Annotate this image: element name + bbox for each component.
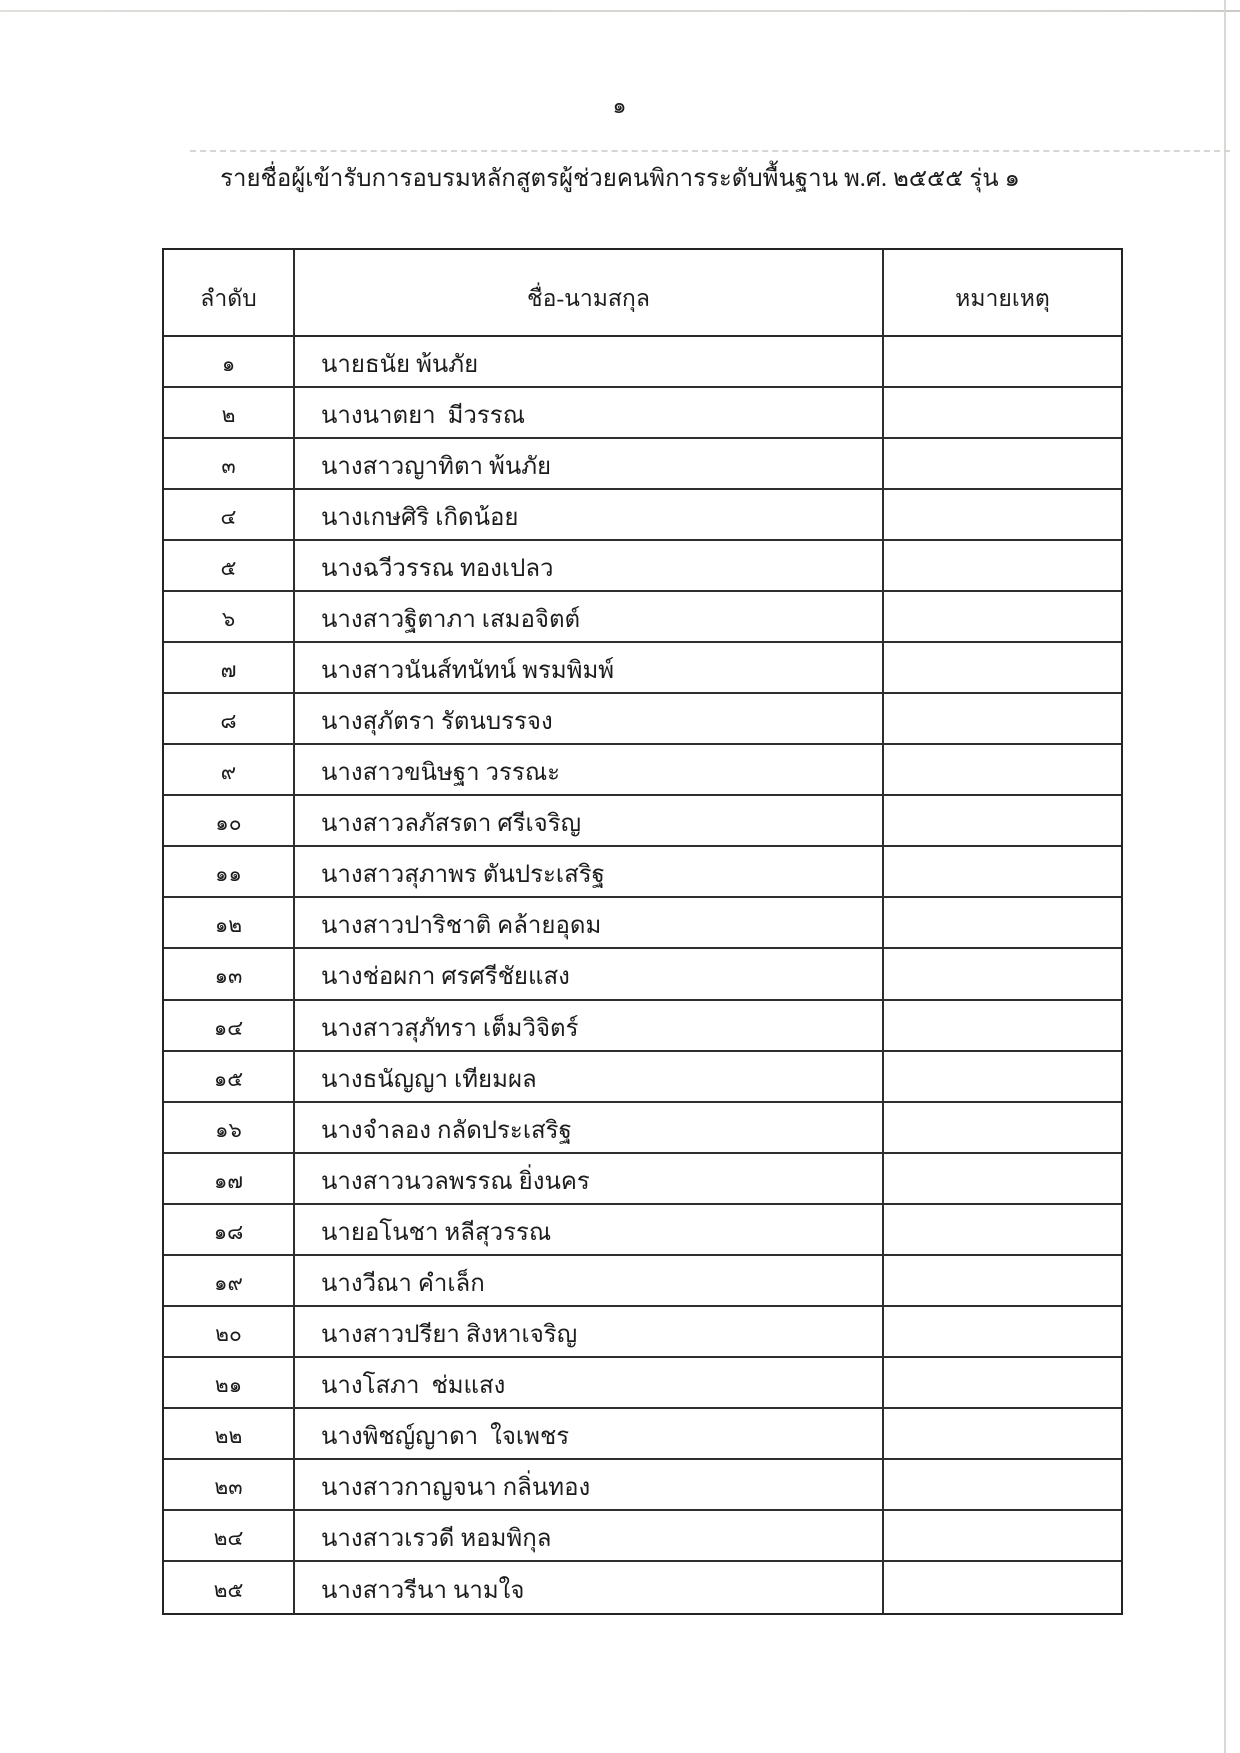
row-name: นางช่อผกา ศรศรีชัยแสง — [295, 949, 884, 998]
row-index: ๒ — [164, 388, 295, 437]
row-remark — [884, 949, 1121, 998]
row-index: ๒๓ — [164, 1460, 295, 1509]
row-remark — [884, 592, 1121, 641]
row-index: ๘ — [164, 694, 295, 743]
table-row — [164, 796, 1121, 847]
table-row — [164, 1103, 1121, 1154]
row-name: นางจำลอง กลัดประเสริฐ — [295, 1103, 884, 1152]
row-remark — [884, 1562, 1121, 1613]
row-index: ๑ — [164, 337, 295, 386]
table-row — [164, 847, 1121, 898]
row-remark — [884, 1358, 1121, 1407]
row-index: ๒๑ — [164, 1358, 295, 1407]
row-name: นางสาวลภัสรดา ศรีเจริญ — [295, 796, 884, 845]
row-index: ๑๗ — [164, 1154, 295, 1203]
row-remark — [884, 1205, 1121, 1254]
page-title: รายชื่อผู้เข้ารับการอบรมหลักสูตรผู้ช่วยคนพิการระดับพื้นฐาน พ.ศ. ๒๕๕๕ รุ่น ๑ — [220, 166, 1020, 192]
row-index: ๙ — [164, 745, 295, 794]
table-row — [164, 439, 1121, 490]
table-header-name: ชื่อ-นามสกุล — [295, 250, 884, 335]
row-remark — [884, 1460, 1121, 1509]
row-remark — [884, 694, 1121, 743]
table-row — [164, 1460, 1121, 1511]
row-remark — [884, 1256, 1121, 1305]
scan-artifact-dashed-line — [190, 150, 1230, 152]
row-index: ๑๓ — [164, 949, 295, 998]
row-name: นางเกษศิริ เกิดน้อย — [295, 490, 884, 539]
table-row — [164, 1205, 1121, 1256]
row-remark — [884, 1052, 1121, 1101]
table-row — [164, 949, 1121, 1000]
row-index: ๕ — [164, 541, 295, 590]
row-remark — [884, 745, 1121, 794]
participants-table — [162, 248, 1123, 1615]
table-row — [164, 1001, 1121, 1052]
row-name: นางสาวเรวดี หอมพิกุล — [295, 1511, 884, 1560]
row-remark — [884, 1511, 1121, 1560]
row-index: ๓ — [164, 439, 295, 488]
table-row — [164, 1511, 1121, 1562]
row-remark — [884, 1409, 1121, 1458]
table-row — [164, 745, 1121, 796]
row-remark — [884, 541, 1121, 590]
scan-artifact-page-edge — [1224, 0, 1226, 1753]
row-name: นางสาวปรียา สิงหาเจริญ — [295, 1307, 884, 1356]
row-name: นางวีณา คำเล็ก — [295, 1256, 884, 1305]
row-name: นางสาวญาทิตา พ้นภัย — [295, 439, 884, 488]
row-index: ๑๔ — [164, 1001, 295, 1050]
row-name: นางสาวรีนา นามใจ — [295, 1562, 884, 1613]
row-index: ๒๔ — [164, 1511, 295, 1560]
row-remark — [884, 388, 1121, 437]
row-remark — [884, 898, 1121, 947]
table-row — [164, 490, 1121, 541]
row-remark — [884, 1103, 1121, 1152]
row-name: นางสาวปาริชาติ คล้ายอุดม — [295, 898, 884, 947]
row-index: ๒๕ — [164, 1562, 295, 1613]
row-index: ๒๒ — [164, 1409, 295, 1458]
table-row — [164, 1154, 1121, 1205]
row-index: ๑๕ — [164, 1052, 295, 1101]
row-name: นางสาวสุภัทรา เต็มวิจิตร์ — [295, 1001, 884, 1050]
row-index: ๑๒ — [164, 898, 295, 947]
row-name: นางสุภัตรา รัตนบรรจง — [295, 694, 884, 743]
row-name: นางสาวขนิษฐา วรรณะ — [295, 745, 884, 794]
row-index: ๑๖ — [164, 1103, 295, 1152]
row-name: นางพิชญ์ญาดา ใจเพชร — [295, 1409, 884, 1458]
row-name: นางธนัญญา เทียมผล — [295, 1052, 884, 1101]
table-header-row — [164, 250, 1121, 337]
table-header-remark: หมายเหตุ — [955, 285, 1050, 311]
row-index: ๑๑ — [164, 847, 295, 896]
row-name: นางสาวนวลพรรณ ยิ่งนคร — [295, 1154, 884, 1203]
row-remark — [884, 337, 1121, 386]
page-number: ๑ — [612, 93, 628, 118]
row-name: นางสาวนันส์ทนัทน์ พรมพิมพ์ — [295, 643, 884, 692]
table-row — [164, 592, 1121, 643]
row-name: นางสาวสุภาพร ตันประเสริฐ — [295, 847, 884, 896]
scan-artifact-top-edge — [0, 10, 1240, 12]
row-remark — [884, 490, 1121, 539]
row-remark — [884, 847, 1121, 896]
row-index: ๒๐ — [164, 1307, 295, 1356]
row-remark — [884, 1307, 1121, 1356]
row-remark — [884, 1001, 1121, 1050]
table-row — [164, 1307, 1121, 1358]
table-row — [164, 1052, 1121, 1103]
table-row — [164, 694, 1121, 745]
row-name: นางสาวฐิตาภา เสมอจิตต์ — [295, 592, 884, 641]
table-row — [164, 898, 1121, 949]
row-name: นางฉวีวรรณ ทองเปลว — [295, 541, 884, 590]
row-index: ๑๐ — [164, 796, 295, 845]
row-remark — [884, 643, 1121, 692]
table-row — [164, 388, 1121, 439]
row-name: นายอโนชา หลีสุวรรณ — [295, 1205, 884, 1254]
row-name: นางสาวกาญจนา กลิ่นทอง — [295, 1460, 884, 1509]
table-row — [164, 1409, 1121, 1460]
row-index: ๑๙ — [164, 1256, 295, 1305]
row-index: ๔ — [164, 490, 295, 539]
table-row — [164, 1562, 1121, 1613]
row-index: ๖ — [164, 592, 295, 641]
table-header-index: ลำดับ — [164, 250, 295, 335]
row-remark — [884, 796, 1121, 845]
row-name: นางนาตยา มีวรรณ — [295, 388, 884, 437]
table-row — [164, 337, 1121, 388]
table-row — [164, 1358, 1121, 1409]
row-remark — [884, 1154, 1121, 1203]
table-body — [164, 337, 1121, 1613]
row-name: นางโสภา ช่มแสง — [295, 1358, 884, 1407]
row-index: ๗ — [164, 643, 295, 692]
row-index: ๑๘ — [164, 1205, 295, 1254]
row-remark — [884, 439, 1121, 488]
row-name: นายธนัย พ้นภัย — [295, 337, 884, 386]
table-row — [164, 1256, 1121, 1307]
table-row — [164, 643, 1121, 694]
table-row — [164, 541, 1121, 592]
